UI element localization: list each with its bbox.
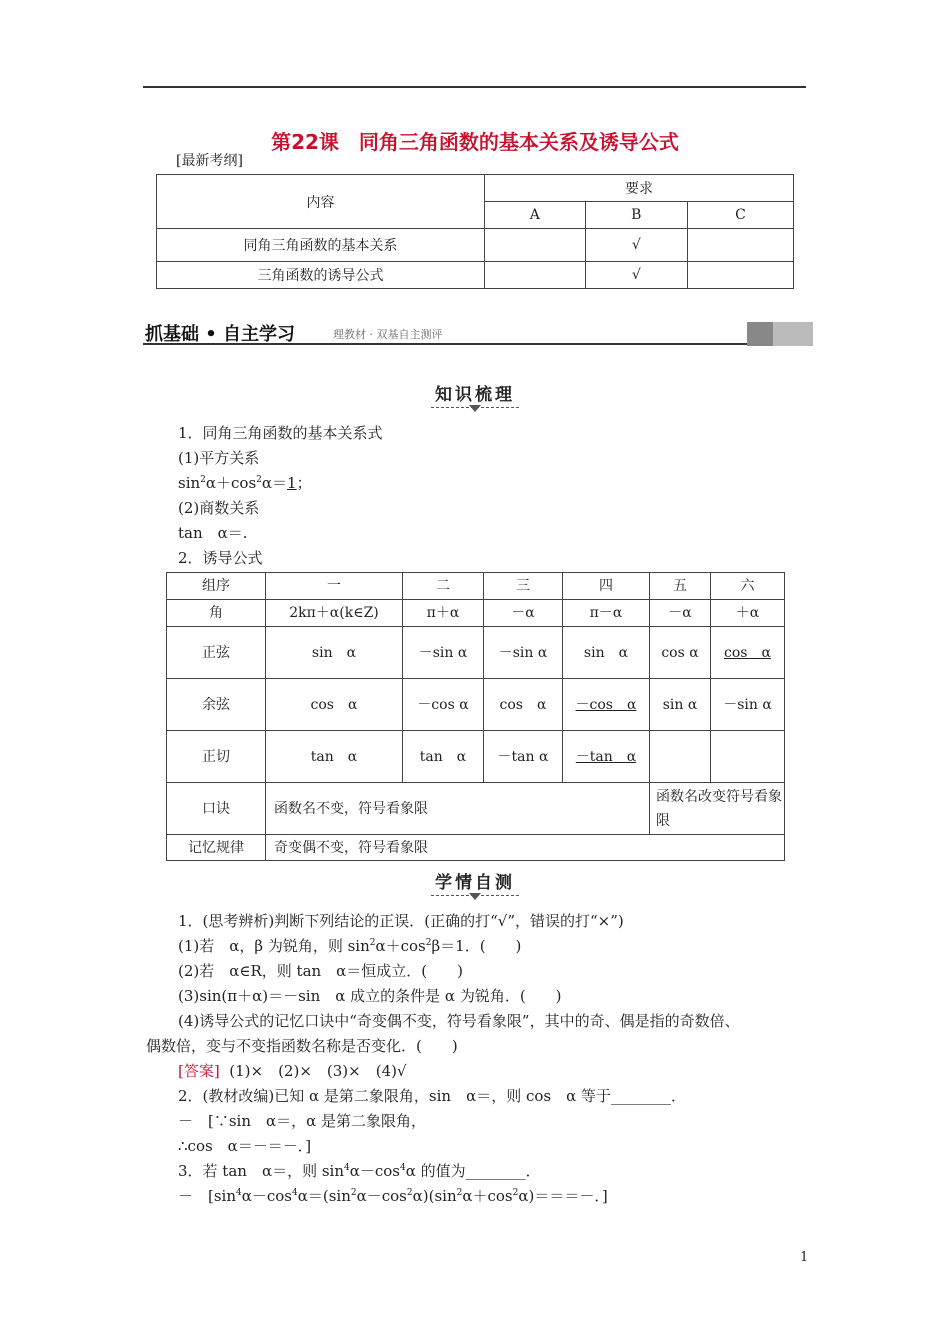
lesson-title: 第22课 同角三角函数的基本关系及诱导公式	[271, 130, 679, 154]
question-1: 1．(思考辨析)判断下列结论的正误．(正确的打“√”，错误的打“×”)	[178, 912, 624, 930]
content-header: 内容	[157, 175, 485, 229]
table-cell: π＋α	[403, 600, 484, 627]
table-cell	[711, 731, 785, 783]
header-cell: 六	[711, 573, 785, 600]
answer-line: [答案] (1)× (2)× (3)× (4)√	[178, 1062, 407, 1080]
square-relation: $\sin^2\alpha+\cos^2\alpha=1$；	[178, 474, 312, 492]
row-label: 余弦	[167, 679, 266, 731]
table-cell: π－α	[563, 600, 650, 627]
question-1-2: (2)若 α∈R，则 tan α＝恒成立．( )	[178, 962, 464, 980]
table-cell	[485, 262, 586, 289]
table-cell: tan α	[403, 731, 484, 783]
table-cell: －tan α	[484, 731, 563, 783]
table-cell: sin α	[266, 627, 403, 679]
question-1-4: (4)诱导公式的记忆口诀中“奇变偶不变，符号看象限”，其中的奇、偶是指的奇数倍、	[178, 1012, 740, 1030]
heading-arrow-icon	[469, 893, 481, 900]
requirement-header: 要求	[485, 175, 794, 202]
check-mark: √	[585, 262, 687, 289]
table-cell	[687, 262, 793, 289]
text-line: 2．诱导公式	[178, 549, 263, 567]
mnemonic-b: 函数名改变符号看象限	[650, 783, 785, 835]
section-banner	[143, 318, 813, 348]
banner-block-dark	[747, 322, 773, 346]
table-cell: tan α	[266, 731, 403, 783]
table-cell: cos α	[266, 679, 403, 731]
table-cell: －sin α	[484, 627, 563, 679]
text-line: (2)商数关系	[178, 499, 260, 517]
self-test-heading: 学情自测	[0, 868, 950, 896]
row-label: 正切	[167, 731, 266, 783]
table-cell: ＋α	[711, 600, 785, 627]
table-cell: sin α	[563, 627, 650, 679]
top-rule	[143, 86, 806, 88]
table-cell: sin α	[650, 679, 711, 731]
question-1-3: (3)sin(π＋α)＝－sin α 成立的条件是 α 为锐角．( )	[178, 987, 562, 1005]
row-label: 记忆规律	[167, 835, 266, 861]
table-cell	[650, 731, 711, 783]
table-cell: －α	[650, 600, 711, 627]
table-cell: cos α	[650, 627, 711, 679]
table-cell: －α	[484, 600, 563, 627]
banner-subtitle: 理教材 · 双基自主测评	[333, 328, 443, 341]
table-cell: cos α	[711, 627, 785, 679]
header-cell: 五	[650, 573, 711, 600]
question-1-4-cont: 偶数倍，变与不变指函数名称是否变化．( )	[146, 1037, 458, 1055]
question-2: 2．(教材改编)已知 α 是第二象限角，sin α＝，则 cos α 等于________．	[178, 1087, 686, 1105]
header-cell: 四	[563, 573, 650, 600]
syllabus-label: [最新考纲]	[176, 153, 243, 169]
question-3: 3．若 tan α＝，则 $\sin^4\alpha-\cos^4\alpha$ 的值为________．	[178, 1162, 541, 1180]
mnemonic-a: 函数名不变，符号看象限	[266, 783, 650, 835]
level-a: A	[485, 202, 586, 229]
text-line: (1)平方关系	[178, 449, 260, 467]
header-cell: 组序	[167, 573, 266, 600]
table-cell: －sin α	[711, 679, 785, 731]
table-cell	[687, 229, 793, 262]
page-number: 1	[800, 1250, 809, 1265]
row-label: 正弦	[167, 627, 266, 679]
header-cell: 二	[403, 573, 484, 600]
quotient-relation: tan α＝.	[178, 524, 248, 542]
banner-title: 抓基础 • 自主学习	[145, 324, 296, 345]
table-row-content: 三角函数的诱导公式	[157, 262, 485, 289]
text-line: 1．同角三角函数的基本关系式	[178, 424, 383, 442]
table-cell: －cos α	[563, 679, 650, 731]
question-1-1: (1)若 α，β 为锐角，则 $\sin^2\alpha+\cos^2\beta=1$．( )	[178, 937, 522, 955]
table-cell: －tan α	[563, 731, 650, 783]
heading-arrow-icon	[469, 405, 481, 412]
table-cell: cos α	[484, 679, 563, 731]
level-b: B	[585, 202, 687, 229]
header-cell: 一	[266, 573, 403, 600]
syllabus-table	[156, 174, 794, 289]
level-c: C	[687, 202, 793, 229]
check-mark: √	[585, 229, 687, 262]
solution-3: － [$\sin^4\alpha-\cos^4\alpha=(\sin^2\alpha-\cos^2\alpha)(\sin^2\alpha+\cos^2\alpha)===-$．]	[178, 1187, 608, 1205]
table-cell: 2kπ＋α(k∈Z)	[266, 600, 403, 627]
banner-block-light	[773, 322, 813, 346]
table-cell: －cos α	[403, 679, 484, 731]
table-cell	[485, 229, 586, 262]
row-label: 口诀	[167, 783, 266, 835]
induction-formula-table	[166, 572, 785, 861]
memory-rule: 奇变偶不变，符号看象限	[266, 835, 785, 861]
table-cell: －sin α	[403, 627, 484, 679]
solution-2-cont: ∴cos α＝－＝－．]	[178, 1137, 312, 1155]
knowledge-heading: 知识梳理	[0, 380, 950, 408]
row-label: 角	[167, 600, 266, 627]
header-cell: 三	[484, 573, 563, 600]
solution-2: － [∵sin α＝，α 是第二象限角，	[178, 1112, 427, 1130]
table-row-content: 同角三角函数的基本关系	[157, 229, 485, 262]
